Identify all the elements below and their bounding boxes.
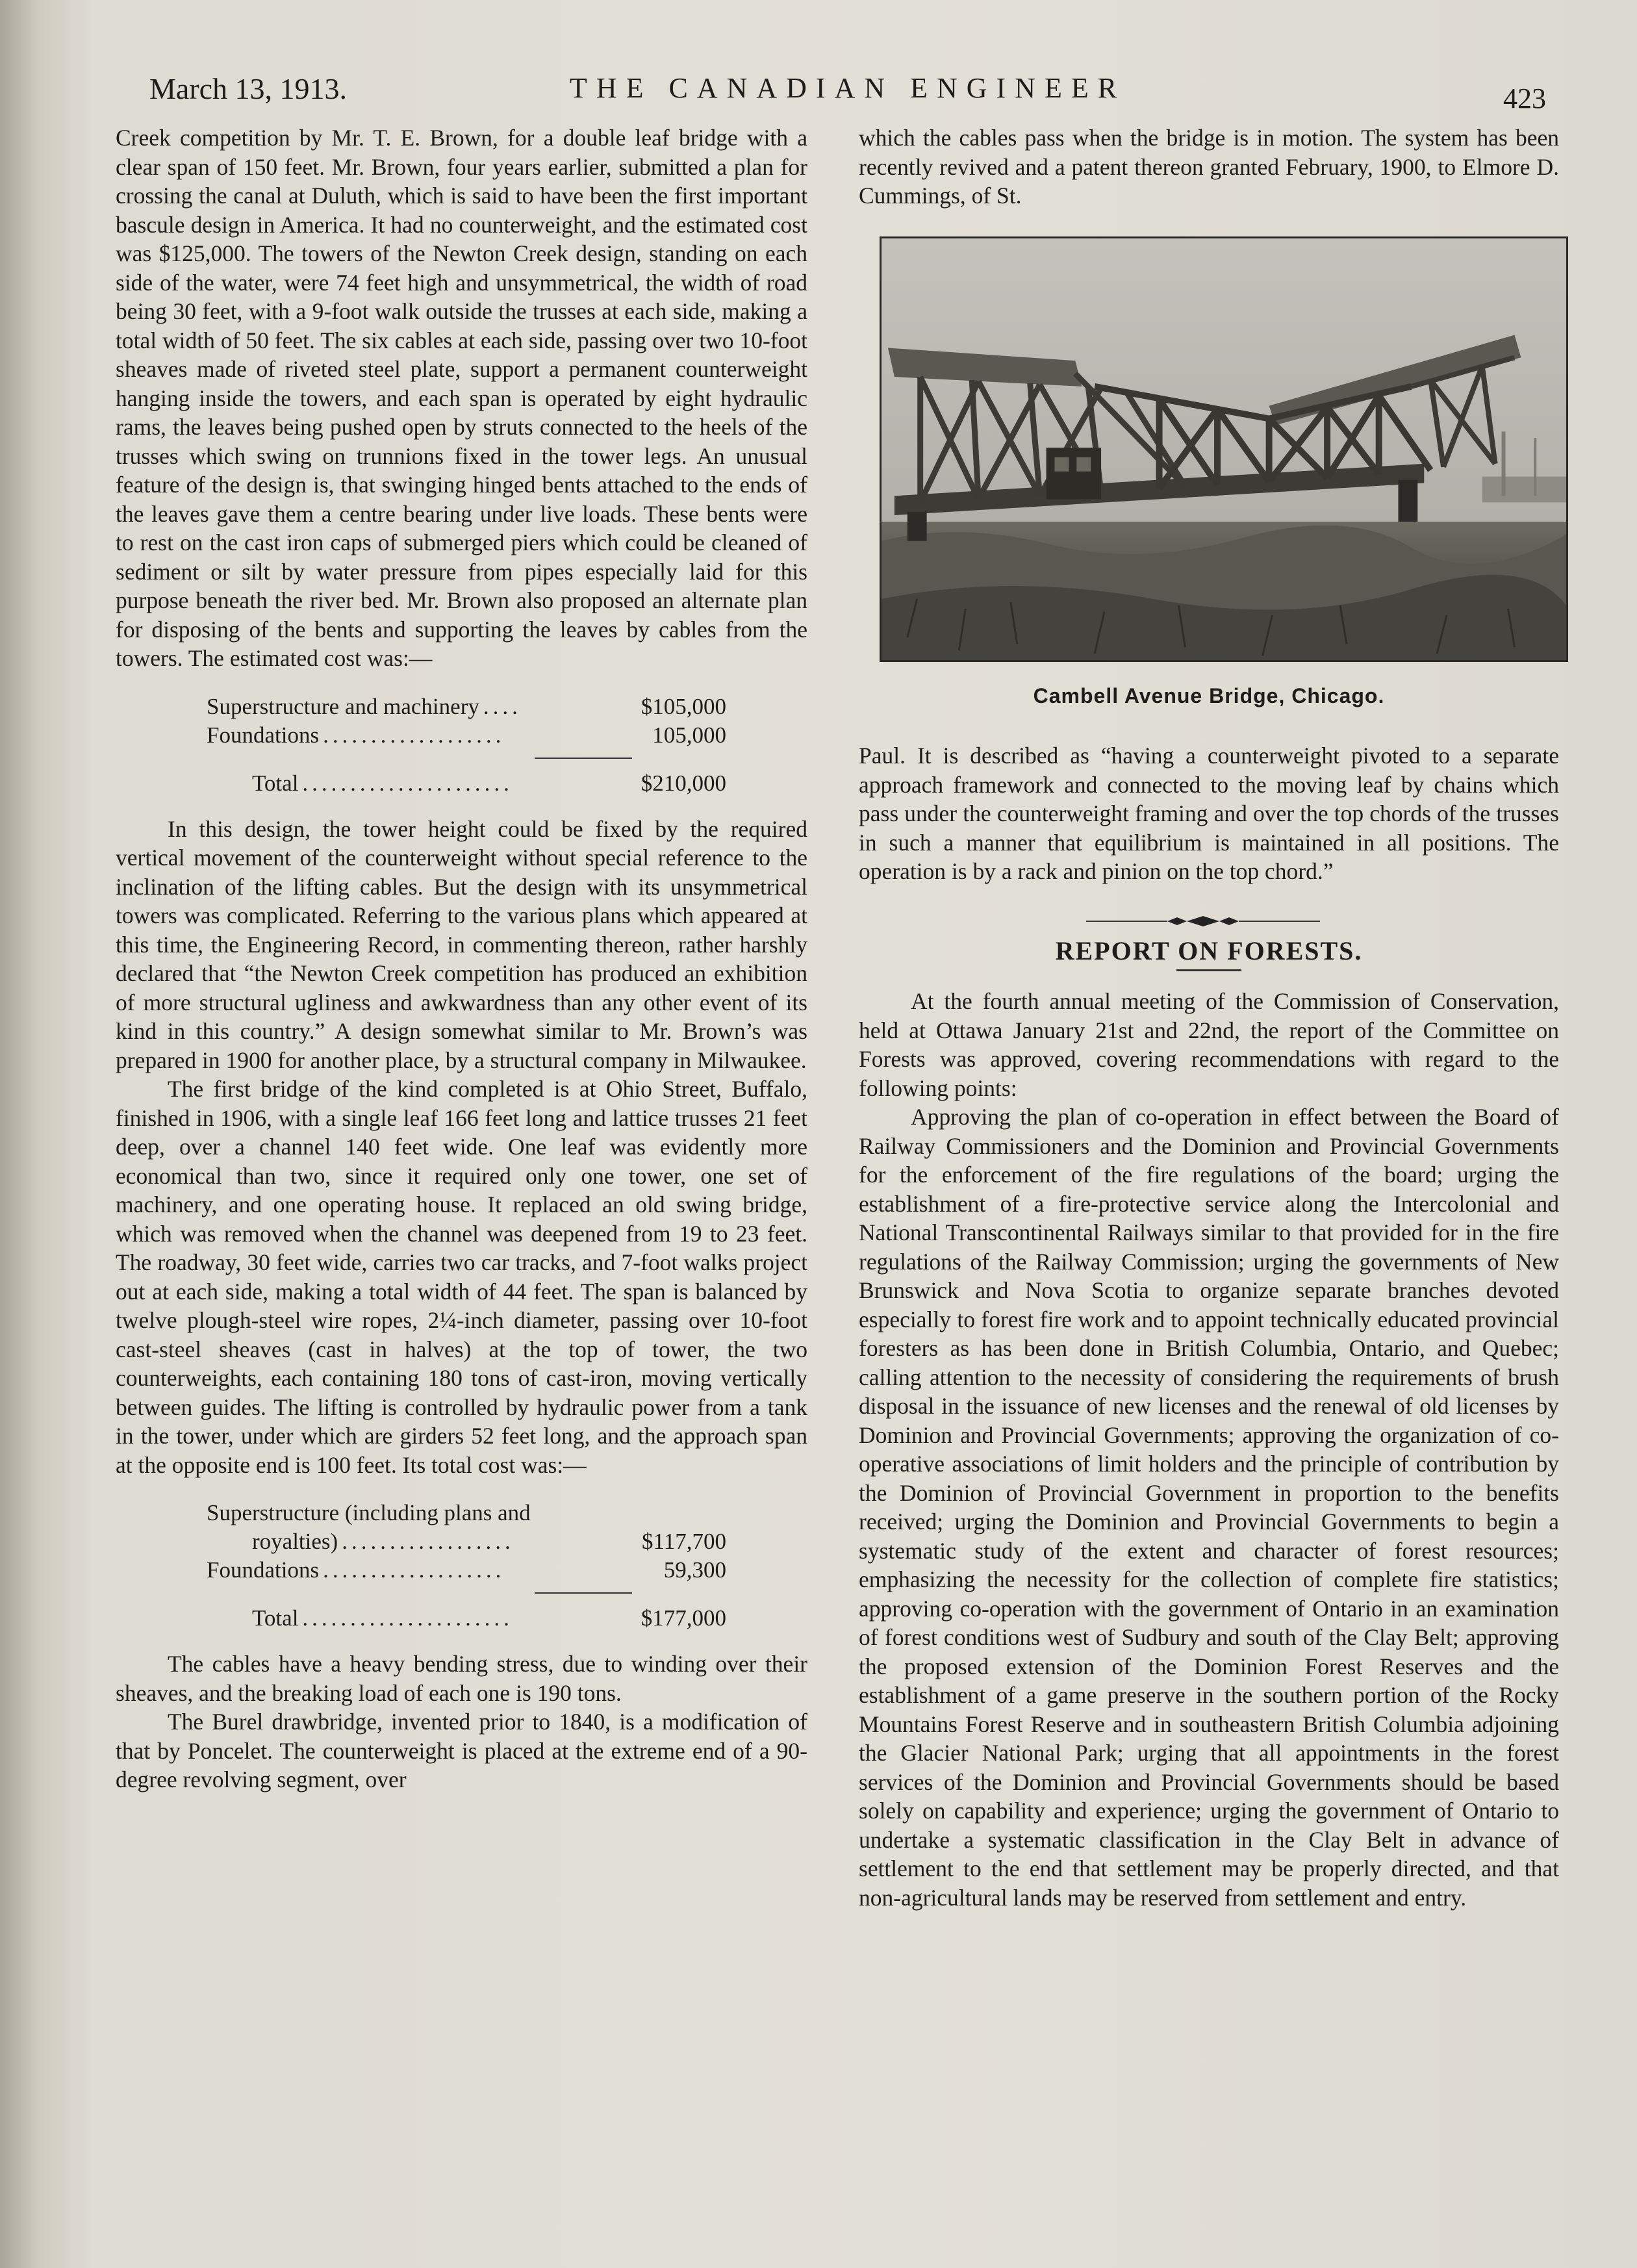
total-rule <box>535 1592 632 1594</box>
leader-dots: .... <box>483 693 522 719</box>
bridge-photograph <box>880 236 1568 662</box>
cost-total-row <box>207 769 726 798</box>
total-label: Total <box>252 1605 299 1631</box>
cost-label: Superstructure and machinery <box>207 693 479 719</box>
leader-dots: .................. <box>342 1529 514 1554</box>
cost-value: 105,000 <box>652 722 726 748</box>
total-value: $210,000 <box>641 770 726 796</box>
right-column <box>859 123 1559 1912</box>
cost-row <box>207 693 726 721</box>
page-number: 423 <box>1503 83 1546 114</box>
journal-title: THE CANADIAN ENGINEER <box>569 72 1126 104</box>
cost-total-row <box>207 1604 726 1633</box>
cost-value: $105,000 <box>641 693 726 719</box>
cost-row <box>207 1556 726 1585</box>
cost-row <box>207 721 726 750</box>
paragraph: Creek competition by Mr. T. E. Brown, for a double leaf bridge with a clear span of 150 feet. Mr. Brown, four years earlier, submitted a plan for crossing the canal at Duluth, which is said to have been the first important bascule design in America. It had no counterweight, and the estimated cost was $125,000. The towers of the Newton Creek design, standing on each side of the water, were 74 feet high and unsymmetrical, the width of road being 30 feet, with a 9-foot walk outside the trusses at each side, making a total width of 50 feet. The six cables at each side, passing over two 10-foot sheaves made of riveted steel plate, support a permanent counterweight hanging inside the towers, and each span is operated by eight hydraulic rams, the leaves being pushed open by struts connected to the heels of the trusses which swing on trunnions fixed in the tower legs. An unusual feature of the design is, that swinging hinged bents attached to the ends of the leaves gave them a centre bearing under live loads. These bents were to rest on the cast iron caps of submerged piers which could be cleaned of sediment or silt by water pressure from pipes especially laid for this purpose beneath the river bed. Mr. Brown also proposed an alternate plan for disposing of the bents and supporting the leaves by cables from the towers. The estimated cost was:— <box>116 125 807 671</box>
ornament-rule-graphic <box>1086 915 1320 928</box>
paragraph: which the cables pass when the bridge is in motion. The system has been recently revived and a patent thereon granted February, 1900, to Elmore D. Cummings, of St. <box>859 125 1559 209</box>
cost-label: Foundations <box>207 722 320 748</box>
cost-value: 59,300 <box>663 1557 726 1583</box>
header-date: March 13, 1913. <box>149 72 348 105</box>
paragraph: The Burel drawbridge, invented prior to 1840, is a modification of that by Poncelet. The counterweight is placed at the extreme end of a 90-degree revolving segment, over <box>116 1709 807 1792</box>
leader-dots: ...................... <box>302 770 513 796</box>
cost-label: royalties) <box>252 1529 338 1554</box>
paragraph: Approving the plan of co-operation in effect between the Board of Railway Commissioners and the Dominion and Provincial Governments for the enforcement of the fire regulations of the board; urging the establishment of a fire-protective service along the Intercolonial and National Transcontinental Railways similar to that provided for in the fire regulations of the Railway Commission; urging the governments of New Brunswick and Nova Scotia to organize separate branches devoted especially to forest fire work and to appoint technically educated provincial foresters as has been done in British Columbia, Ontario, and Quebec; calling attention to the necessity of considering the requirements of brush disposal in the issuance of new licenses and the renewal of old licenses by Dominion and Provincial Governments; approving the organization of co-operative associations of limit holders and the principle of contribution by the Dominion of Provincial Government in proportion to the benefits received; urging the Dominion and Provincial Governments to begin a systematic study of the extent and character of forest resources; emphasizing the necessity for the collection of complete fire statistics; approving co-operation with the government of Ontario in an examination of forest conditions west of Sudbury and south of the Clay Belt; approving the proposed extension of the Dominion Forest Reserves and the establishment of a game preserve in the southern portion of the Rocky Mountains Forest Reserve and in southeastern British Columbia adjoining the Glacier National Park; urging that all appointments in the forest services of the Dominion and Provincial Governments should be based solely on capability and experience; urging the government of Ontario to undertake a systematic classification in the Clay Belt in advance of settlement to the end that settlement may be properly directed, and that non-agricultural lands may be reserved from settlement and entry. <box>859 1104 1559 1911</box>
diamond-ornament-icon <box>859 915 1559 928</box>
leader-dots: ................... <box>323 1557 505 1583</box>
total-value: $177,000 <box>641 1605 726 1631</box>
cost-table-newton-creek <box>207 693 726 798</box>
paragraph: At the fourth annual meeting of the Commission of Conservation, held at Ottawa January 21st and 22nd, the report of the Committee on Forests was approved, covering recommendations with regard to the following points: <box>859 988 1559 1101</box>
total-rule <box>535 758 632 759</box>
paragraph: The cables have a heavy bending stress, due to winding over their sheaves, and the breaking load of each one is 190 tons. <box>116 1651 807 1706</box>
cost-value: $117,700 <box>642 1529 726 1554</box>
figure-caption: Cambell Avenue Bridge, Chicago. <box>1033 683 1385 707</box>
paragraph: Paul. It is described as “having a counterweight pivoted to a separate approach framework and connected to the moving leaf by chains which pass under the counterweight framing and over the top chords of the trusses in such a manner that equilibrium is maintained in all positions. The operation is by a rack and pinion on the top chord.” <box>859 743 1559 884</box>
section-title: REPORT ON FORESTS. <box>1055 936 1363 965</box>
cost-row-label-line <box>207 1499 726 1527</box>
bridge-photo-illustration <box>882 238 1566 660</box>
cost-label: Foundations <box>207 1557 320 1583</box>
cost-table-ohio-street <box>207 1499 726 1633</box>
paragraph: In this design, the tower height could be fixed by the required vertical movement of the counterweight without special reference to the inclination of the lifting cables. But the design with its unsymmetrical towers was complicated. Referring to the various plans which appeared at this time, the Engineering Record, in commenting thereon, rather harshly declared that “the Newton Creek competition has produced an exhibition of more structural ugliness and awkwardness than any other event of its kind in this country.” A design somewhat similar to Mr. Brown’s was prepared in 1900 for another place, by a structural company in Milwaukee. <box>116 815 807 1073</box>
leader-dots: ...................... <box>302 1605 513 1631</box>
leader-dots: ................... <box>323 722 505 748</box>
paragraph: The first bridge of the kind completed is at Ohio Street, Buffalo, finished in 1906, with a single leaf 166 feet long and lattice trusses 21 feet deep, over a channel 140 feet wide. One leaf was evidently more economical than two, since it required only one tower, one set of machinery, and one operating house. It replaced an old swing bridge, which was removed when the channel was deepened from 19 to 23 feet. The roadway, 30 feet wide, carries two car tracks, and 7-foot walks project out at each side, making a total width of 44 feet. The span is balanced by twelve plough-steel wire ropes, 2¼-inch diameter, passing over 10-foot cast-steel sheaves (cast in halves) at the top of tower, the two counterweights, each containing 180 tons of cast-iron, moving vertically between guides. The lifting is controlled by hydraulic power from a tank in the tower, under which are girders 52 feet long, and the approach span at the opposite end is 100 feet. Its total cost was:— <box>116 1076 807 1478</box>
left-column <box>116 123 807 1794</box>
title-underline <box>1176 969 1241 971</box>
total-label: Total <box>252 770 299 796</box>
running-head <box>149 65 1546 114</box>
cost-label: Superstructure (including plans and <box>207 1500 531 1525</box>
cost-row <box>207 1527 726 1556</box>
